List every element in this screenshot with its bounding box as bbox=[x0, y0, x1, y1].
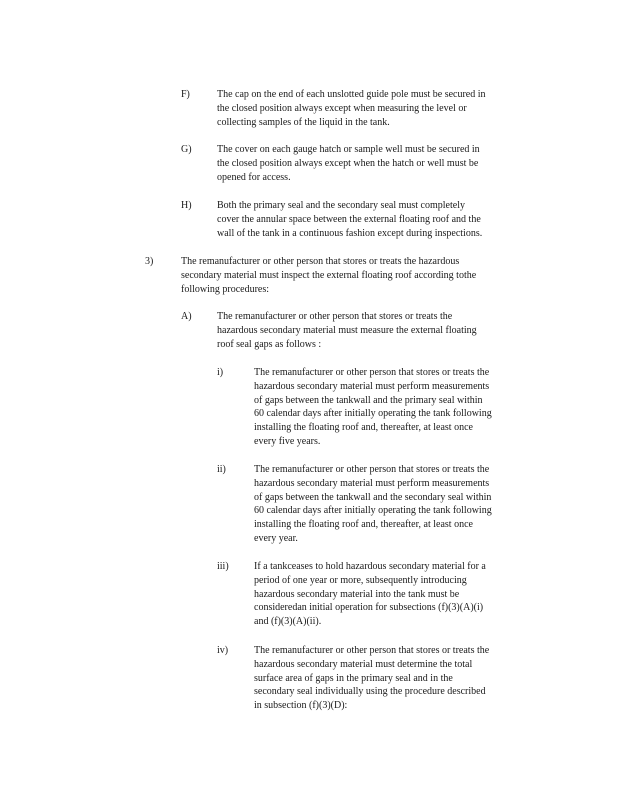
item-label: iii) bbox=[217, 561, 229, 572]
text-line: The cap on the end of each unslotted guide pole must be secured in bbox=[217, 89, 486, 100]
item-label: H) bbox=[181, 200, 192, 211]
text-line: The remanufacturer or other person that stores or treats the bbox=[217, 311, 453, 322]
text-line: following procedures: bbox=[181, 283, 270, 295]
text-line: Both the primary seal and the secondary seal must completely bbox=[217, 200, 465, 211]
text-line: opened for access. bbox=[217, 171, 291, 183]
text-line: and (f)(3)(A)(ii). bbox=[254, 616, 322, 628]
item-text bbox=[217, 88, 541, 129]
item-label: ii) bbox=[217, 464, 226, 475]
text-line: The remanufacturer or other person that stores or treats the bbox=[254, 367, 490, 378]
text-line: hazardous secondary material into the tank must be bbox=[254, 588, 460, 600]
text-line: hazardous secondary material must perform measurements bbox=[254, 380, 490, 392]
text-line: period of one year or more, subsequently introducing bbox=[254, 574, 467, 586]
text-line: the closed position always except when the hatch or well must be bbox=[217, 157, 479, 169]
text-line: collecting samples of the liquid in the tank. bbox=[217, 116, 390, 128]
text-line: The remanufacturer or other person that stores or treats the hazardous bbox=[181, 256, 460, 267]
item-label: i) bbox=[217, 367, 224, 378]
text-line: hazardous secondary material must determine the total bbox=[254, 658, 473, 670]
item-text bbox=[217, 199, 537, 240]
text-line: The cover on each gauge hatch or sample well must be secured in bbox=[217, 144, 480, 155]
item-text bbox=[217, 310, 525, 351]
text-line: If a tankceases to hold hazardous secondary material for a bbox=[254, 561, 486, 572]
item-text bbox=[254, 463, 536, 546]
item-text bbox=[254, 560, 534, 629]
text-line: hazardous secondary material must perform measurements bbox=[254, 477, 490, 489]
item-label: iv) bbox=[217, 645, 229, 656]
text-line: every year. bbox=[254, 532, 298, 544]
text-line: of gaps between the tankwall and the secondary seal within bbox=[254, 491, 492, 503]
text-line: the closed position always except when measuring the level or bbox=[217, 102, 467, 114]
item-label: G) bbox=[181, 144, 192, 155]
text-line: 60 calendar days after initially operating the tank following bbox=[254, 505, 492, 517]
text-line: secondary seal individually using the procedure described bbox=[254, 686, 486, 698]
text-line: every five years. bbox=[254, 435, 321, 447]
text-line: The remanufacturer or other person that stores or treats the bbox=[254, 645, 490, 656]
text-line: wall of the tank in a continuous fashion except during inspections. bbox=[217, 227, 483, 239]
item-text bbox=[254, 644, 536, 713]
text-line: The remanufacturer or other person that stores or treats the bbox=[254, 464, 490, 475]
item-label: F) bbox=[181, 89, 190, 100]
text-line: installing the floating roof and, thereafter, at least once bbox=[254, 422, 473, 434]
text-line: surface area of gaps in the primary seal and in the bbox=[254, 672, 453, 684]
text-line: of gaps between the tankwall and the primary seal within bbox=[254, 394, 483, 406]
text-line: consideredan initial operation for subsections (f)(3)(A)(i) bbox=[254, 602, 484, 614]
item-text bbox=[217, 143, 533, 184]
text-line: in subsection (f)(3)(D): bbox=[254, 700, 348, 712]
text-line: 60 calendar days after initially operating the tank following bbox=[254, 408, 492, 420]
text-line: installing the floating roof and, thereafter, at least once bbox=[254, 519, 473, 531]
item-text bbox=[181, 255, 537, 296]
item-label: 3) bbox=[145, 256, 154, 267]
text-line: roof seal gaps as follows : bbox=[217, 338, 322, 350]
text-line: hazardous secondary material must measure the external floating bbox=[217, 324, 477, 336]
text-line: secondary material must inspect the external floating roof according tothe bbox=[181, 269, 477, 281]
text-line: cover the annular space between the external floating roof and the bbox=[217, 213, 481, 225]
item-text bbox=[254, 366, 536, 449]
item-label: A) bbox=[181, 311, 192, 322]
